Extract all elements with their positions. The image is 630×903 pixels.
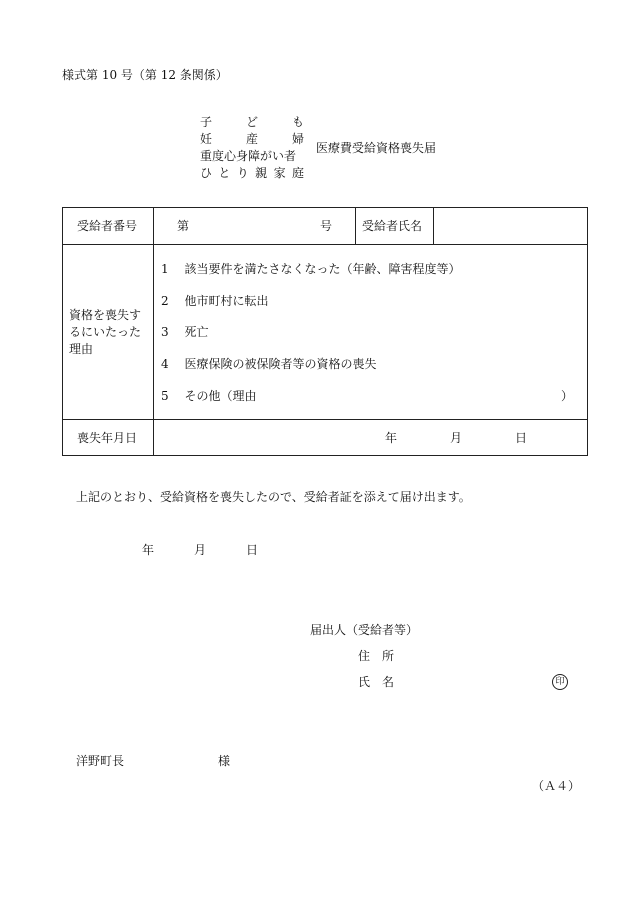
loss-date-year: 年 bbox=[385, 431, 398, 445]
loss-reason-label: 理由 bbox=[69, 342, 94, 356]
reason-number: 4 bbox=[161, 357, 169, 371]
title-char: も bbox=[291, 115, 304, 129]
title-char: 妊 bbox=[200, 132, 213, 146]
title-category-disabled bbox=[200, 148, 304, 164]
applicant-address-label: 住 所 bbox=[358, 649, 395, 663]
table-row-divider bbox=[63, 244, 587, 245]
title-category-children bbox=[200, 114, 304, 130]
paper-size-note: （Ａ４） bbox=[532, 779, 581, 793]
reason-text: 死亡 bbox=[184, 325, 209, 339]
reason-number: 1 bbox=[161, 262, 169, 276]
declaration-statement: 上記のとおり、受給資格を喪失したので、受給者証を添えて届け出ます。 bbox=[76, 490, 471, 504]
applicant-name-label: 氏 名 bbox=[358, 675, 395, 689]
reason-option-5[interactable] bbox=[161, 388, 256, 404]
applicant-heading: 届出人（受給者等） bbox=[310, 623, 419, 637]
other-reason-close-paren: ） bbox=[561, 389, 574, 403]
title-char: 親 bbox=[255, 166, 268, 180]
recipient-name-field[interactable] bbox=[434, 209, 587, 243]
reason-number: 3 bbox=[161, 325, 169, 339]
recipient-number-prefix: 第 bbox=[177, 219, 190, 233]
loss-date-month: 月 bbox=[450, 431, 463, 445]
title-char: 重度心身障がい者 bbox=[200, 149, 297, 163]
table-column-divider bbox=[355, 208, 356, 244]
form-table bbox=[62, 207, 588, 456]
seal-mark: 印 bbox=[552, 674, 568, 690]
reason-number: 5 bbox=[161, 389, 169, 403]
title-char: 子 bbox=[200, 115, 213, 129]
reason-option-1[interactable] bbox=[161, 261, 460, 277]
loss-reason-label: るにいたった bbox=[69, 325, 142, 339]
submission-date-day: 日 bbox=[246, 543, 259, 557]
title-char: 産 bbox=[245, 132, 258, 146]
reason-option-4[interactable] bbox=[161, 356, 376, 372]
table-column-divider bbox=[153, 208, 154, 456]
reason-text: 該当要件を満たさなくなった（年齢、障害程度等） bbox=[184, 262, 461, 276]
addressee-office: 洋野町長 bbox=[76, 754, 125, 768]
reason-option-3[interactable] bbox=[161, 324, 208, 340]
table-row-divider bbox=[63, 419, 587, 420]
reason-text: その他（理由 bbox=[184, 389, 257, 403]
recipient-name-label: 受給者氏名 bbox=[362, 219, 423, 233]
form-title: 医療費受給資格喪失届 bbox=[316, 141, 437, 155]
title-char: 庭 bbox=[291, 166, 304, 180]
title-char: 家 bbox=[273, 166, 286, 180]
recipient-number-suffix: 号 bbox=[320, 219, 333, 233]
addressee-honorific: 様 bbox=[218, 754, 231, 768]
title-char: り bbox=[236, 166, 249, 180]
loss-date-day: 日 bbox=[515, 431, 528, 445]
title-char: 婦 bbox=[291, 132, 304, 146]
title-category-pregnant bbox=[200, 131, 304, 147]
reason-number: 2 bbox=[161, 294, 169, 308]
reason-text: 医療保険の被保険者等の資格の喪失 bbox=[184, 357, 377, 371]
submission-date-month: 月 bbox=[194, 543, 207, 557]
loss-date-label: 喪失年月日 bbox=[77, 431, 138, 445]
title-char: ひ bbox=[200, 166, 213, 180]
title-char: ど bbox=[245, 115, 258, 129]
reason-option-2[interactable] bbox=[161, 293, 268, 309]
form-number: 様式第 10 号（第 12 条関係） bbox=[62, 68, 228, 82]
loss-reason-label: 資格を喪失す bbox=[69, 308, 142, 322]
submission-date-year: 年 bbox=[142, 543, 155, 557]
recipient-number-label: 受給者番号 bbox=[77, 219, 138, 233]
reason-text: 他市町村に転出 bbox=[184, 294, 269, 308]
title-category-single-parent bbox=[200, 165, 304, 181]
title-char: と bbox=[218, 166, 231, 180]
